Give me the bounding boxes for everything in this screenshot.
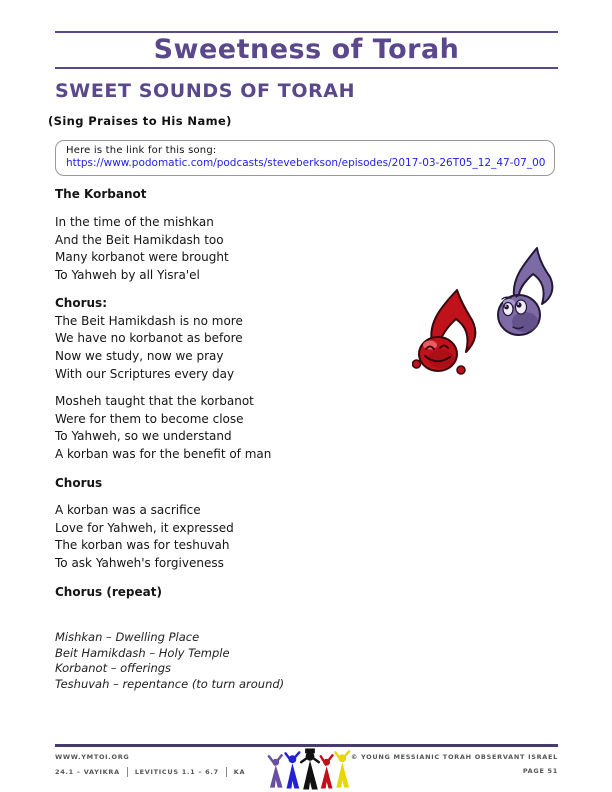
footer-page-number: PAGE 51 <box>522 767 558 775</box>
text-line: The korban was for teshuvah <box>55 538 230 553</box>
footer-left <box>55 753 245 777</box>
text-line: To ask Yahweh's forgiveness <box>55 556 224 571</box>
glossary <box>55 630 284 692</box>
song-verse-2 <box>55 393 271 464</box>
purple-music-note-icon <box>492 244 558 336</box>
footer-right <box>351 753 558 775</box>
song-link-box <box>55 140 555 176</box>
text-line: Now we study, now we pray <box>55 349 224 364</box>
footer-copyright: © YOUNG MESSIANIC TORAH OBSERVANT ISRAEL <box>350 753 558 761</box>
footer-meta <box>55 767 245 777</box>
text-line: A korban was for the benefit of man <box>55 447 272 462</box>
banner-title: Sweetness of Torah <box>153 34 460 65</box>
song-link-url[interactable]: https://www.podomatic.com/podcasts/steveberkson/episodes/2017-03-26T05_12_47-07_00 <box>66 157 546 169</box>
text-line: Chorus (repeat) <box>55 585 162 599</box>
text-line: Chorus <box>55 476 103 490</box>
text-line: A korban was a sacrifice <box>55 503 201 517</box>
text-line: We have no korbanot as before <box>55 331 243 346</box>
text-line: To Yahweh, so we understand <box>55 429 232 444</box>
song-link-label: Here is the link for this song: <box>66 145 217 156</box>
text-line: To Yahweh by all Yisra'el <box>55 268 200 283</box>
text-line: The Korbanot <box>55 187 147 201</box>
red-music-note-icon <box>412 286 484 380</box>
footer-level: KA <box>233 768 246 776</box>
footer-separator <box>127 767 128 777</box>
song-chorus <box>55 295 243 384</box>
text-line: Love for Yahweh, it expressed <box>55 520 234 535</box>
song-verse-1 <box>55 214 229 285</box>
song-heading <box>55 186 147 204</box>
footer-site: WWW.YMTOI.ORG <box>55 753 130 761</box>
footer-separator <box>226 767 227 777</box>
text-line: Mishkan – Dwelling Place <box>55 630 200 644</box>
text-line: With our Scriptures every day <box>55 366 235 381</box>
footer-scripture: LEVITICUS 1.1 – 6.7 <box>134 768 219 776</box>
text-line: Many korbanot were brought <box>55 250 229 265</box>
banner <box>55 31 558 69</box>
dancers-logo-icon <box>266 747 354 791</box>
text-line: In the time of the mishkan <box>55 215 214 229</box>
text-line: Teshuvah – repentance (to turn around) <box>55 676 285 691</box>
text-line: Chorus: <box>55 296 107 310</box>
text-line: Korbanot – offerings <box>55 661 172 676</box>
song-verse-3 <box>55 502 234 573</box>
text-line: Beit Hamikdash – Holy Temple <box>55 645 230 660</box>
song-chorus-marker <box>55 475 102 493</box>
song-chorus-repeat-marker <box>55 584 162 602</box>
page-subtitle: (Sing Praises to His Name) <box>48 114 232 128</box>
page-title: SWEET SOUNDS OF TORAH <box>55 80 356 102</box>
footer-parashah: 24.1 – VAYIKRA <box>55 768 120 776</box>
text-line: The Beit Hamikdash is no more <box>55 313 243 328</box>
text-line: Were for them to become close <box>55 411 244 426</box>
text-line: Mosheh taught that the korbanot <box>55 394 254 408</box>
text-line: And the Beit Hamikdash too <box>55 232 224 247</box>
